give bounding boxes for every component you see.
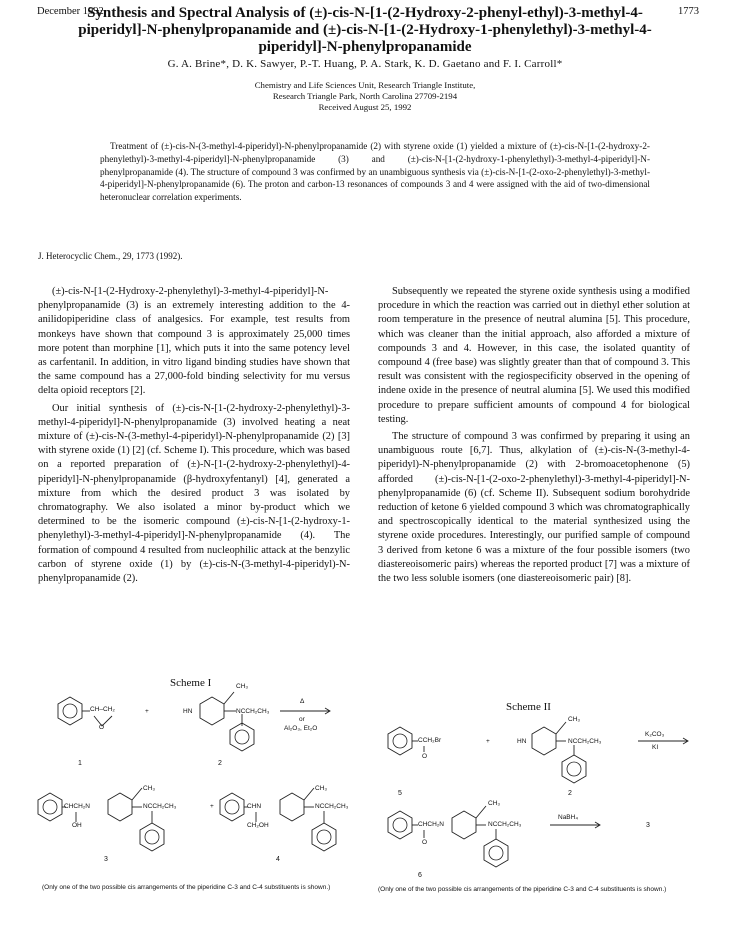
scheme-2-footnote: (Only one of the two possible cis arrangements of the piperidine C-3 and C-4 substituents is shown.) (378, 886, 667, 893)
paragraph: Subsequently we repeated the styrene oxide synthesis using a modified procedure in which the reaction was carried out in diethyl ether solution at room temperature in the presence of neutral alumina [5]. This procedure, which was cleaner than the initial approach, also afforded a mixture of compounds 3 and 4. However, in this case, the isolated quantity of compound 4 (free base) was slightly greater than that of compound 3. This result was consistent with the regiospecificity observed in the opening of indene oxide in the presence of neutral alumina [5]. We used this modified procedure to prepare sufficient amounts of compound 4 for biological testing. (378, 286, 690, 425)
label-oxygen: O (422, 839, 428, 846)
paragraph: Our initial synthesis of (±)-cis-N-[1-(2-hydroxy-2-phenylethyl)-3-methyl-4-piperidyl]-N-phenylpropanamide (3) involved heating a neat mixture of (±)-cis-N-(3-methyl-4-piperidyl)-N-phenylpropanamide (2) [3] with styrene oxide (1) [2] (cf. Scheme I). This procedure, which was based on a reported preparation of (±)-N-[1-(2-hydroxy-2-phenylethyl)-4-piperidyl]-N-phenylpropanamide (β-hydroxyfentanyl) [4], generated a mixture from which the desired product 3 was isolated by chromatography. We also isolated a minor by-product which we determined to be the isomeric compound (±)-cis-N-[1-(2-hydroxy-1-phenylethyl)-3-methyl-4-piperidyl]-N-phenylpropanamide (4). The formation of compound 4 resulted from nucleophilic attack at the benzylic carbon of styrene oxide (1) by (±)-cis-N-(3-methyl-4-piperidyl)-N-phenylpropanamide (2). (38, 402, 350, 585)
phenyl-ring (140, 823, 164, 851)
affiliation-line-2: Research Triangle Park, North Carolina 27709-2194 (272, 91, 458, 101)
page-number: 1773 (678, 6, 699, 17)
body-column-left (38, 285, 350, 589)
phenyl-ring (562, 755, 586, 783)
label-ch3: CH₃ (143, 785, 156, 792)
arrow-condition-reagent: Al₂O₃, Et₂O (284, 725, 318, 732)
compound-number: 3 (646, 822, 650, 829)
compound-number: 4 (276, 856, 280, 863)
paragraph: The structure of compound 3 was confirmed by preparing it using an unambiguous route [6,7]. Thus, alkylation of (±)-cis-N-(3-methyl-4-piperidyl)-N-phenylpropanamide (2) with 2-bromoacetophenone (5) afforded (±)-cis-N-[1-(2-oxo-2-phenylethyl)-3-methyl-4-piperidyl]-N-phenylpropanamide (6) (cf. Scheme II). Subsequent sodium borohydride reduction of ketone 6 yielded compound 3 which was chromatographically and spectroscopically identical to the material synthesized using the styrene oxide procedures. Interestingly, our purified sample of compound 3 derived from ketone 6 was a mixture of the four possible isomers (two diastereoisomeric pairs) whereas the reported product [7] was a mixture of the two less soluble isomers (one diastereoisomeric pair) [8]. (378, 431, 690, 585)
label-hn: HN (517, 738, 527, 745)
label-cch2br: CCH₂Br (418, 737, 442, 744)
piperidine-ring (452, 811, 476, 839)
label-ch3: CH₃ (315, 785, 328, 792)
phenyl-ring (484, 839, 508, 867)
compound-number: 2 (218, 760, 222, 767)
label-ch3: CH₃ (488, 800, 501, 807)
reagent-k2co3: K₂CO₃ (645, 731, 665, 738)
label-oh: OH (72, 822, 82, 829)
label-chn: CHN (247, 803, 262, 810)
phenyl-ring (230, 723, 254, 751)
arrow-condition-or: or (299, 716, 305, 723)
arrow-condition-heat: Δ (300, 698, 305, 705)
label-amide: NCCH₂CH₃ (143, 803, 177, 810)
benzene-ring (38, 793, 62, 821)
label-ch3: CH₃ (568, 716, 581, 723)
paragraph: (±)-cis-N-[1-(2-Hydroxy-2-phenylethyl)-3-methyl-4-piperidyl]-N-phenylpropanamide (3) is an extremely interesting addition to the 4-anilidopiperidine class of analgesics. For example, test results from monkeys have shown that compound 3 is approximately 25,000 times more potent than morphine [1], which puts it into the same potency level as carfentanil. In addition, in vitro ligand binding studies have shown that the same compound has a 27,000-fold binding selectivity for mu versus delta opioid receptors [2]. (38, 286, 350, 397)
phenyl-ring (312, 823, 336, 851)
label-cch2n: CHCH₂N (418, 821, 444, 828)
benzene-ring (388, 811, 412, 839)
abstract: Treatment of (±)-cis-N-(3-methyl-4-piperidyl)-N-phenylpropanamide (2) with styrene oxide (1) yielded a mixture of (±)-cis-N-[1-(2-hydroxy-2-phenylethyl)-3-methyl-4-piperidyl]-N-phenylpropanamide (3) and (±)-cis-N-[1-(2-hydroxy-1-phenylethyl)-3-methyl-4-piperidyl]-N-phenylpropanamide (4). The structure of compound 3 was confirmed by an unambiguous synthesis via (±)-cis-N-[1-(2-oxo-2-phenylethyl)-3-methyl-4-piperidyl]-N-phenylpropanamide (6). The proton and carbon-13 resonances of compounds 3 and 4 were assigned with the aid of two-dimensional heteronuclear correlation experiments. (100, 141, 650, 203)
piperidine-ring (108, 793, 132, 821)
compound-number: 1 (78, 760, 82, 767)
author-list: G. A. Brine*, D. K. Sawyer, P.-T. Huang, P. A. Stark, K. D. Gaetano and F. I. Carroll* (167, 58, 563, 70)
received-date: Received August 25, 1992 (318, 102, 412, 112)
benzene-ring (388, 727, 412, 755)
compound-number: 3 (104, 856, 108, 863)
label-oxygen: O (422, 753, 428, 760)
label-ch3: CH₃ (236, 683, 249, 690)
scheme-1-footnote: (Only one of the two possible cis arrangements of the piperidine C-3 and C-4 substituents is shown.) (42, 884, 331, 891)
label-amide: NCCH₂CH₃ (488, 821, 522, 828)
journal-citation: J. Heterocyclic Chem., 29, 1773 (1992). (38, 251, 183, 261)
label-ch2oh: CH₂OH (247, 822, 269, 829)
scheme-1-title: Scheme I (170, 677, 212, 689)
piperidine-ring (200, 697, 224, 725)
label-plus: + (145, 708, 149, 715)
piperidine-ring (280, 793, 304, 821)
journal-date: December 1992 (37, 6, 104, 17)
benzene-ring (220, 793, 244, 821)
reagent-ki: KI (652, 744, 659, 751)
scheme-2-title: Scheme II (506, 701, 551, 713)
reagent-nabh4: NaBH₄ (558, 814, 578, 821)
label-amide: NCCH₂CH₃ (568, 738, 602, 745)
paper-title: Synthesis and Spectral Analysis of (±)-cis-N-[1-(2-Hydroxy-2-phenyl-ethyl)-3-methyl-4-piperidyl]-N-phenylpropanamide and (±)-cis-N-[1-(2-Hydroxy-1-phenylethyl)-3-methyl-4-piperidyl]-N-phenylpropanamide (78, 5, 652, 55)
scheme-1-diagram (30, 690, 360, 895)
label-oxygen: O (99, 724, 105, 731)
label-plus: + (486, 738, 490, 745)
label-ch-ch2: CH–CH₂ (90, 706, 115, 713)
label-plus: + (210, 803, 214, 810)
label-hn: HN (183, 708, 193, 715)
compound-number: 2 (568, 790, 572, 797)
label-amide: NCCH₂CH₃ (315, 803, 349, 810)
compound-number: 6 (418, 872, 422, 879)
label-amide: NCCH₂CH₃ (236, 708, 270, 715)
piperidine-ring (532, 727, 556, 755)
affiliation-line-1: Chemistry and Life Sciences Unit, Research Triangle Institute, (254, 80, 476, 90)
label-chch2n: CHCH₂N (64, 803, 90, 810)
benzene-ring (58, 697, 82, 725)
body-column-right (378, 285, 690, 589)
compound-number: 5 (398, 790, 402, 797)
affiliation (40, 80, 690, 113)
